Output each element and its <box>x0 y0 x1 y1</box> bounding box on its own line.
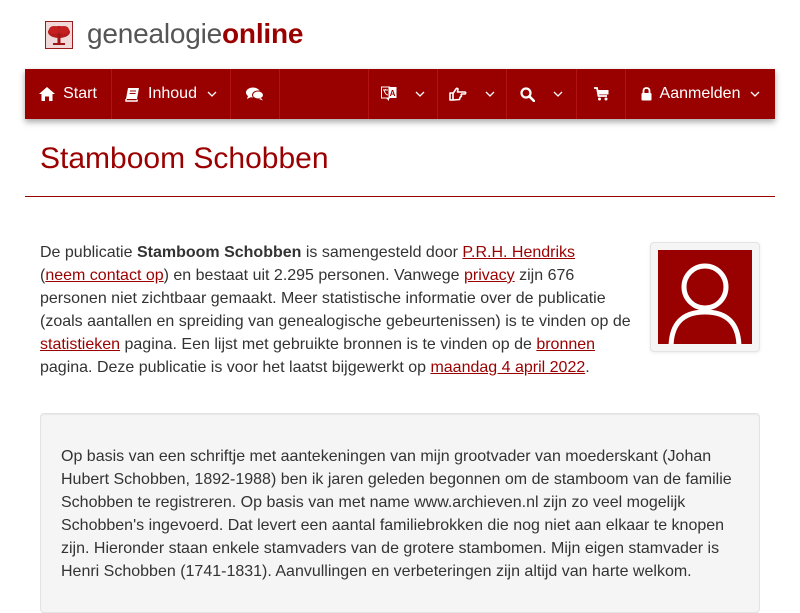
logo-text-plain: genealogie <box>87 18 223 49</box>
page-title: Stamboom Schobben <box>40 142 329 175</box>
chevron-down-icon <box>485 91 495 97</box>
sources-link[interactable]: bronnen <box>536 336 596 353</box>
translate-icon <box>381 86 397 102</box>
intro-text: De publicatie <box>40 244 137 261</box>
intro-text: . <box>585 359 590 376</box>
hand-point-icon <box>449 87 467 101</box>
author-link[interactable]: P.R.H. Hendriks <box>462 244 576 261</box>
publication-description: Op basis van een schriftje met aantekeningen van mijn grootvader van moederskant (Johan Hubert Schobben, 1892-1988) ben ik jaren geleden begonnen om de stamboom van de familie Schobben te registreren. Op basis van met name www.archieven.nl zijn zo veel mogelijk Schobben's ingevoerd. Dat levert een aantal familiebrokken die nog niet aan elkaar te knopen zijn. Hieronder staan enkele stamvaders van de grotere stambomen. Mijn eigen stamvader is Henri Schobben (1741-1831). Aanvullingen en verbeteringen zijn altijd van harte welkom. <box>61 448 732 580</box>
user-avatar-icon <box>658 250 752 344</box>
logo-text-accent: online <box>222 18 304 49</box>
nav-language[interactable] <box>369 69 438 119</box>
title-divider <box>25 196 775 197</box>
intro-text: zijn 676 personen niet zichtbaar gemaakt. Meer statistische informatie over de publicatie (zoals aantallen en spreiding van genealogische gebeurtenissen) is te vinden op de <box>40 267 631 330</box>
book-icon <box>125 87 140 102</box>
chevron-down-icon <box>750 91 760 97</box>
site-header <box>0 0 800 68</box>
nav-login-label: Aanmelden <box>659 85 741 102</box>
main-navbar <box>25 69 775 119</box>
nav-start-label: Start <box>63 85 97 102</box>
svg-text:A: A <box>389 89 396 98</box>
chevron-down-icon <box>553 91 563 97</box>
publication-description-card <box>40 413 760 613</box>
last-updated-link[interactable]: maandag 4 april 2022 <box>430 359 586 376</box>
tree-logo-icon[interactable] <box>45 21 73 49</box>
privacy-link[interactable]: privacy <box>463 267 515 284</box>
chevron-down-icon <box>207 91 217 97</box>
nav-inhoud-label: Inhoud <box>148 85 197 102</box>
statistics-link[interactable]: statistieken <box>40 336 121 353</box>
nav-spacer <box>280 69 369 119</box>
publication-name: Stamboom Schobben <box>136 244 302 261</box>
nav-inhoud[interactable] <box>112 69 231 119</box>
contact-link[interactable]: neem contact op <box>45 267 164 284</box>
comments-icon <box>246 87 264 101</box>
home-icon <box>39 87 55 101</box>
chevron-down-icon <box>415 91 425 97</box>
search-icon <box>520 87 535 102</box>
author-avatar[interactable] <box>650 242 760 352</box>
nav-share[interactable] <box>438 69 507 119</box>
nav-start[interactable] <box>25 69 112 119</box>
cart-icon <box>594 87 609 101</box>
intro-text: ) en bestaat uit 2.295 personen. Vanwege <box>163 267 464 284</box>
publication-intro: De publicatie Stamboom Schobben is samengesteld door P.R.H. Hendriks (neem contact op) en bestaat uit 2.295 personen. Vanwege privacy zijn 676 personen niet zichtbaar gemaakt. Meer statistische informatie over de publicatie (zoals aantallen en spreiding van genealogische gebeurtenissen) is te vinden op de statistieken pagina. Een lijst met gebruikte bronnen is te vinden op de bronnen pagina. Deze publicatie is voor het laatst bijgewerkt op maandag 4 april 2022. <box>40 244 631 376</box>
lock-icon <box>641 87 652 101</box>
intro-text: is samengesteld door <box>301 244 463 261</box>
intro-text: pagina. Deze publicatie is voor het laatst bijgewerkt op <box>40 359 431 376</box>
nav-cart[interactable] <box>577 69 626 119</box>
site-logo[interactable] <box>87 16 303 52</box>
intro-text: pagina. Een lijst met gebruikte bronnen is te vinden op de <box>120 336 537 353</box>
nav-search[interactable] <box>507 69 577 119</box>
nav-forum[interactable] <box>231 69 280 119</box>
nav-login[interactable] <box>626 69 775 119</box>
